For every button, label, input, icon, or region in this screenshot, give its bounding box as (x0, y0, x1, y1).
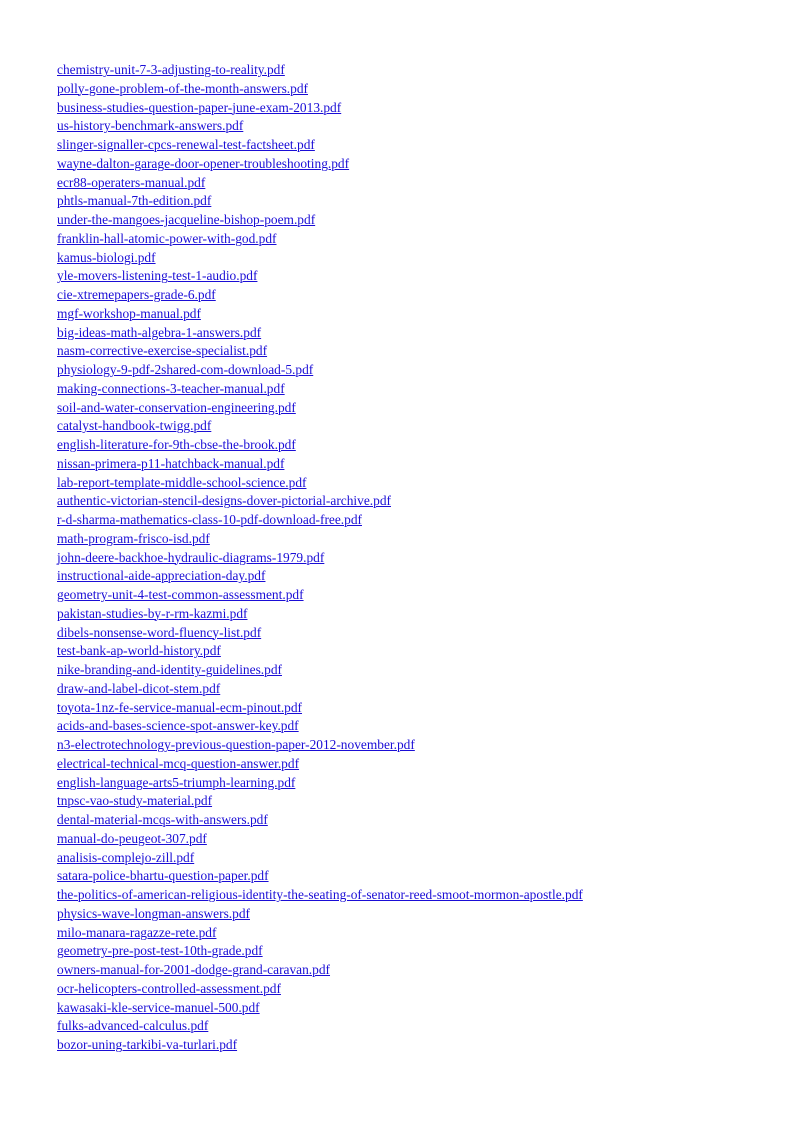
list-item (57, 155, 777, 174)
pdf-link[interactable]: business-studies-question-paper-june-exam-2013.pdf (57, 99, 342, 115)
list-item (57, 455, 777, 474)
list-item (57, 605, 777, 624)
pdf-link[interactable]: geometry-unit-4-test-common-assessment.pdf (57, 587, 304, 602)
list-item (57, 61, 777, 80)
list-item (57, 567, 777, 586)
pdf-link[interactable]: manual-do-peugeot-307.pdf (57, 830, 207, 846)
pdf-link[interactable]: phtls-manual-7th-edition.pdf (57, 193, 212, 209)
list-item (57, 249, 777, 268)
list-item (57, 624, 777, 643)
list-item (57, 305, 777, 324)
list-item (57, 642, 777, 661)
pdf-link[interactable]: bozor-uning-tarkibi-va-turlari.pdf (57, 1037, 238, 1052)
pdf-link[interactable]: english-literature-for-9th-cbse-the-brook.pdf (57, 437, 296, 452)
pdf-link[interactable]: pakistan-studies-by-r-rm-kazmi.pdf (57, 605, 248, 621)
list-item (57, 849, 777, 868)
list-item (57, 417, 777, 436)
pdf-link[interactable]: physiology-9-pdf-2shared-com-download-5.pdf (57, 362, 314, 377)
list-item (57, 211, 777, 230)
pdf-link[interactable]: yle-movers-listening-test-1-audio.pdf (57, 268, 258, 284)
pdf-link[interactable]: franklin-hall-atomic-power-with-god.pdf (57, 230, 277, 246)
pdf-link[interactable]: making-connections-3-teacher-manual.pdf (57, 380, 285, 396)
pdf-link-list (57, 61, 777, 1055)
list-item (57, 942, 777, 961)
pdf-link[interactable]: owners-manual-for-2001-dodge-grand-caravan.pdf (57, 962, 331, 977)
pdf-link[interactable]: nissan-primera-p11-hatchback-manual.pdf (57, 455, 285, 471)
list-item (57, 905, 777, 924)
pdf-link[interactable]: math-program-frisco-isd.pdf (57, 530, 210, 546)
list-item (57, 342, 777, 361)
pdf-link[interactable]: ocr-helicopters-controlled-assessment.pdf (57, 980, 281, 996)
pdf-link[interactable]: lab-report-template-middle-school-science.pdf (57, 474, 307, 490)
pdf-link[interactable]: instructional-aide-appreciation-day.pdf (57, 568, 266, 584)
list-item (57, 436, 777, 455)
pdf-link[interactable]: us-history-benchmark-answers.pdf (57, 118, 244, 134)
list-item (57, 230, 777, 249)
list-item (57, 174, 777, 193)
list-item (57, 774, 777, 793)
list-item (57, 286, 777, 305)
pdf-link[interactable]: dibels-nonsense-word-fluency-list.pdf (57, 624, 262, 640)
pdf-link[interactable]: polly-gone-problem-of-the-month-answers.pdf (57, 80, 309, 96)
pdf-link[interactable]: nasm-corrective-exercise-specialist.pdf (57, 343, 268, 359)
list-item (57, 99, 777, 118)
list-item (57, 267, 777, 286)
list-item (57, 736, 777, 755)
pdf-link[interactable]: kawasaki-kle-service-manuel-500.pdf (57, 999, 260, 1015)
pdf-link[interactable]: r-d-sharma-mathematics-class-10-pdf-download-free.pdf (57, 512, 362, 527)
list-item (57, 867, 777, 886)
list-item (57, 399, 777, 418)
list-item (57, 980, 777, 999)
pdf-link[interactable]: milo-manara-ragazze-rete.pdf (57, 924, 217, 940)
pdf-link[interactable]: slinger-signaller-cpcs-renewal-test-factsheet.pdf (57, 137, 315, 152)
list-item (57, 961, 777, 980)
list-item (57, 136, 777, 155)
list-item (57, 380, 777, 399)
pdf-link[interactable]: cie-xtremepapers-grade-6.pdf (57, 287, 216, 302)
pdf-link[interactable]: under-the-mangoes-jacqueline-bishop-poem.pdf (57, 212, 316, 227)
list-item (57, 1017, 777, 1036)
pdf-link[interactable]: english-language-arts5-triumph-learning.pdf (57, 774, 296, 790)
pdf-link[interactable]: kamus-biologi.pdf (57, 249, 156, 265)
list-item (57, 549, 777, 568)
list-item (57, 661, 777, 680)
list-item (57, 192, 777, 211)
pdf-link[interactable]: draw-and-label-dicot-stem.pdf (57, 680, 221, 696)
list-item (57, 511, 777, 530)
pdf-link[interactable]: physics-wave-longman-answers.pdf (57, 905, 250, 921)
pdf-link[interactable]: soil-and-water-conservation-engineering.pdf (57, 399, 296, 415)
list-item (57, 680, 777, 699)
list-item (57, 717, 777, 736)
list-item (57, 830, 777, 849)
list-item (57, 117, 777, 136)
list-item (57, 924, 777, 943)
pdf-link[interactable]: fulks-advanced-calculus.pdf (57, 1018, 209, 1034)
list-item (57, 324, 777, 343)
list-item (57, 474, 777, 493)
list-item (57, 80, 777, 99)
pdf-link[interactable]: john-deere-backhoe-hydraulic-diagrams-1979.pdf (57, 549, 325, 565)
pdf-link[interactable]: electrical-technical-mcq-question-answer.pdf (57, 755, 300, 771)
pdf-link[interactable]: analisis-complejo-zill.pdf (57, 849, 195, 865)
list-item (57, 755, 777, 774)
pdf-link[interactable]: satara-police-bhartu-question-paper.pdf (57, 868, 269, 884)
pdf-link[interactable]: n3-electrotechnology-previous-question-paper-2012-november.pdf (57, 737, 415, 752)
list-item (57, 492, 777, 511)
pdf-link[interactable]: ecr88-operaters-manual.pdf (57, 174, 206, 190)
list-item (57, 792, 777, 811)
pdf-link[interactable]: authentic-victorian-stencil-designs-dover-pictorial-archive.pdf (57, 493, 391, 509)
pdf-link[interactable]: acids-and-bases-science-spot-answer-key.pdf (57, 718, 299, 734)
pdf-link[interactable]: dental-material-mcqs-with-answers.pdf (57, 812, 268, 827)
list-item (57, 586, 777, 605)
pdf-link[interactable]: tnpsc-vao-study-material.pdf (57, 793, 213, 809)
pdf-link[interactable]: toyota-1nz-fe-service-manual-ecm-pinout.pdf (57, 699, 303, 715)
list-item (57, 530, 777, 549)
pdf-link[interactable]: geometry-pre-post-test-10th-grade.pdf (57, 943, 263, 959)
list-item (57, 361, 777, 380)
pdf-link[interactable]: nike-branding-and-identity-guidelines.pdf (57, 662, 282, 677)
list-item (57, 999, 777, 1018)
pdf-link[interactable]: mgf-workshop-manual.pdf (57, 305, 201, 321)
pdf-link[interactable]: wayne-dalton-garage-door-opener-troubleshooting.pdf (57, 155, 350, 171)
pdf-link[interactable]: test-bank-ap-world-history.pdf (57, 643, 221, 659)
pdf-link[interactable]: big-ideas-math-algebra-1-answers.pdf (57, 324, 262, 340)
list-item (57, 699, 777, 718)
list-item (57, 811, 777, 830)
pdf-link[interactable]: the-politics-of-american-religious-identity-the-seating-of-senator-reed-smoot-mormon-apostle.pdf (57, 887, 583, 902)
list-item (57, 1036, 777, 1055)
pdf-link[interactable]: catalyst-handbook-twigg.pdf (57, 418, 212, 434)
list-item (57, 886, 777, 905)
pdf-link[interactable]: chemistry-unit-7-3-adjusting-to-reality.pdf (57, 62, 285, 77)
